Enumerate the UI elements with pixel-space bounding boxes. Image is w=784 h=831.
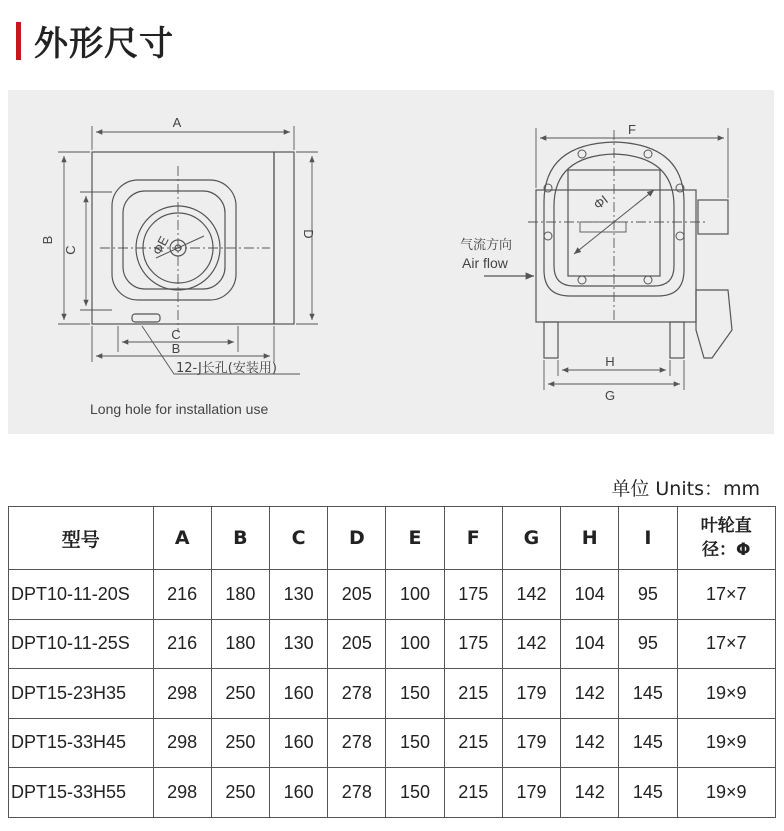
dimension-table (8, 506, 776, 818)
cell-a: 298 (153, 669, 211, 719)
header-e: E (386, 507, 444, 570)
motor-plate (274, 152, 294, 324)
cell-e: 100 (386, 570, 444, 620)
airflow-label-en: Air flow (462, 255, 508, 271)
cell-i: 95 (619, 570, 677, 620)
cell-b: 180 (211, 619, 269, 669)
cell-i: 145 (619, 718, 677, 768)
header-h: H (561, 507, 619, 570)
table-row (9, 718, 776, 768)
cell-impeller: 17×7 (677, 619, 775, 669)
cell-h: 142 (561, 768, 619, 818)
cell-b: 180 (211, 570, 269, 620)
table-header-row (9, 507, 776, 570)
cell-h: 104 (561, 570, 619, 620)
cell-model: DPT10-11-25S (9, 619, 154, 669)
cell-model: DPT15-23H35 (9, 669, 154, 719)
table-row (9, 619, 776, 669)
dim-label-i: ΦI (590, 191, 611, 213)
units-label: 单位 Units：mm (611, 478, 760, 500)
dim-label-c-bottom: C (171, 327, 181, 342)
housing-outer (112, 180, 236, 300)
motor-body (696, 290, 732, 358)
cell-a: 298 (153, 768, 211, 818)
header-c: C (270, 507, 328, 570)
dim-label-e: ΦE (149, 233, 172, 258)
fan-body-side (536, 190, 696, 322)
cell-h: 104 (561, 619, 619, 669)
cell-impeller: 17×7 (677, 570, 775, 620)
cell-a: 298 (153, 718, 211, 768)
table-row (9, 570, 776, 620)
cell-g: 179 (502, 718, 560, 768)
cell-b: 250 (211, 669, 269, 719)
cell-f: 175 (444, 619, 502, 669)
dimension-drawing (8, 90, 774, 434)
cell-i: 95 (619, 619, 677, 669)
cell-g: 142 (502, 570, 560, 620)
cell-c: 160 (270, 718, 328, 768)
cell-h: 142 (561, 718, 619, 768)
header-g: G (502, 507, 560, 570)
table-row (9, 669, 776, 719)
cell-e: 150 (386, 768, 444, 818)
header-f: F (444, 507, 502, 570)
cell-b: 250 (211, 768, 269, 818)
dimension-drawing-panel (8, 90, 774, 434)
cell-f: 215 (444, 669, 502, 719)
airflow-label-cn: 气流方向 (460, 238, 513, 253)
dim-label-d: D (301, 229, 316, 239)
cell-d: 205 (328, 619, 386, 669)
cell-impeller: 19×9 (677, 669, 775, 719)
dim-label-b-side: B (40, 235, 55, 245)
header-impeller: 叶轮直径：Φ (677, 507, 775, 570)
cell-g: 179 (502, 669, 560, 719)
cell-d: 278 (328, 718, 386, 768)
dim-label-g: G (604, 388, 616, 403)
header-a: A (153, 507, 211, 570)
cell-i: 145 (619, 669, 677, 719)
dim-label-h: H (605, 354, 615, 369)
cell-g: 142 (502, 619, 560, 669)
cell-c: 130 (270, 619, 328, 669)
cell-f: 215 (444, 768, 502, 818)
cell-a: 216 (153, 619, 211, 669)
page-title: 外形尺寸 (34, 24, 174, 64)
dim-label-c-side: C (63, 245, 78, 255)
cell-d: 278 (328, 669, 386, 719)
cell-c: 130 (270, 570, 328, 620)
cell-b: 250 (211, 718, 269, 768)
dim-label-a: A (172, 115, 182, 130)
table-row (9, 768, 776, 818)
dim-label-b-bottom: B (171, 341, 181, 356)
cell-g: 179 (502, 768, 560, 818)
cell-d: 278 (328, 768, 386, 818)
cell-e: 100 (386, 619, 444, 669)
cell-e: 150 (386, 718, 444, 768)
slot-note-cn: 12-J长孔(安装用) (176, 361, 277, 376)
cell-impeller: 19×9 (677, 718, 775, 768)
cell-model: DPT15-33H55 (9, 768, 154, 818)
cell-c: 160 (270, 768, 328, 818)
header-model: 型号 (9, 507, 154, 570)
slot-note-en: Long hole for installation use (90, 401, 269, 417)
cell-model: DPT15-33H45 (9, 718, 154, 768)
header-b: B (211, 507, 269, 570)
cell-impeller: 19×9 (677, 768, 775, 818)
cell-h: 142 (561, 669, 619, 719)
cell-f: 175 (444, 570, 502, 620)
cell-d: 205 (328, 570, 386, 620)
cell-f: 215 (444, 718, 502, 768)
volute-outer (544, 142, 684, 296)
header-i: I (619, 507, 677, 570)
cell-e: 150 (386, 669, 444, 719)
cell-model: DPT10-11-20S (9, 570, 154, 620)
cell-a: 216 (153, 570, 211, 620)
header-d: D (328, 507, 386, 570)
dim-label-f: F (628, 122, 636, 137)
cell-i: 145 (619, 768, 677, 818)
title-accent-bar (16, 22, 21, 60)
cell-c: 160 (270, 669, 328, 719)
motor-box (698, 200, 728, 234)
fan-outline-front (92, 152, 274, 324)
